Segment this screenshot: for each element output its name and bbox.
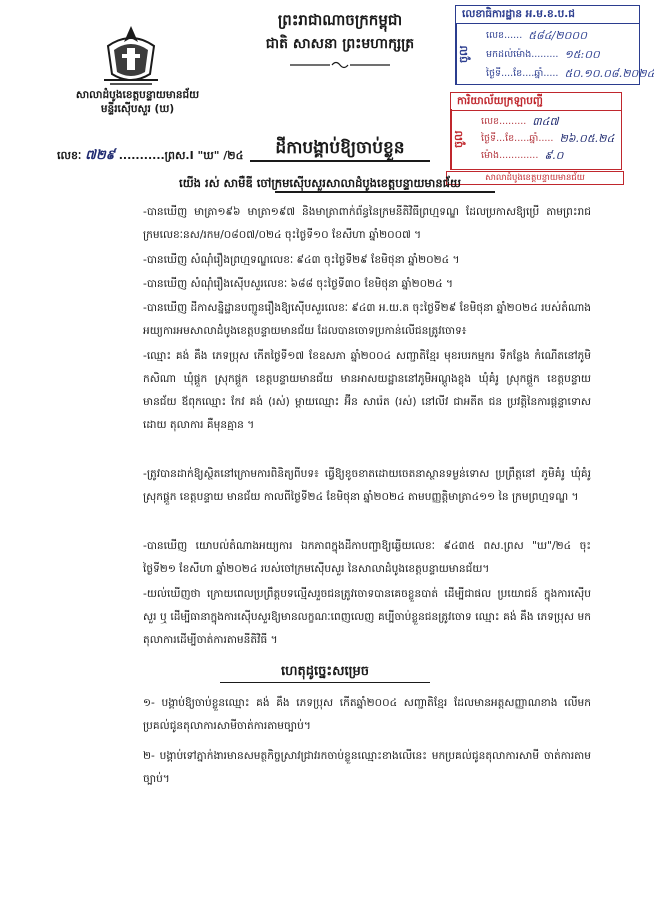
stamp-row-value: ៣៤៧	[532, 115, 559, 128]
recital-paragraph	[63, 273, 591, 296]
stamp-row-time	[481, 147, 617, 164]
recital-text: -យល់ឃើញថា ក្រោយពេលប្រព្រឹត្តបទល្មើសរួចជនត្រូវចោទបានគេចខ្លួនបាត់ ដើម្បីជាផល ប្រយោជន៍ ក្នុងការស៊ើបសួរ ឬ ដើម្បីធានាក្នុងការស៊ើបសួរឱ្យមានលក្ខណៈពេញលេញ គប្បីចាប់ខ្លួនជនត្រូវចោទ ឈ្មោះ គង់ គឹង ភេទប្រុស មកតុលាការដើម្បីចាត់ការតាមនីតិវិធី ។	[143, 588, 591, 646]
stamp-row-number	[486, 26, 635, 45]
reference-number	[57, 147, 243, 166]
court-emblem-icon	[100, 24, 162, 86]
motto-ornament-icon	[290, 60, 390, 70]
recital-paragraph	[63, 201, 591, 247]
court-name-block	[45, 88, 230, 116]
reference-handwritten-number: ៧២៩	[85, 148, 115, 163]
registry-stamp-blue	[455, 5, 654, 85]
stamp-row-value: ២៦.០៥.២៤	[559, 132, 615, 145]
stamp-row-date	[481, 130, 617, 147]
decision-text: ១- បង្គាប់ឱ្យចាប់ខ្លួនឈ្មោះ គង់ គឹង ភេទប្រុស កើតឆ្នាំ២០០៤ សញ្ជាតិខ្មែរ ដែលមានអត្តសញ្ញាណខាង លើមកប្រគល់ជូនតុលាការសាមីចាត់ការតាមច្បាប់។	[143, 697, 591, 732]
decision-item	[63, 745, 591, 791]
stamp-row-label: លេខ.........	[481, 116, 527, 127]
recital-text: -បានឃើញ យោបល់តំណាងអយ្យការ ឯកភាពក្នុងដីកាបញ្ជាឱ្យឆ្លើយលេខៈ ៩៤៣៥ ពស.ព្រស "ឃ"/២៤ ចុះថ្ងៃទី២១ ខែសីហា ឆ្នាំ២០២៤ របស់ចៅក្រមស៊ើបសួរ នៃសាលាដំបូងខេត្តបន្ទាយមានជ័យ។	[143, 540, 591, 575]
recital-text: -បានឃើញ សំណុំរឿងស៊ើបសួរលេខៈ ៦៨៨ ចុះថ្ងៃទី៣០ ខែមិថុនា ឆ្នាំ២០២៤ ។	[143, 278, 454, 290]
national-motto: ជាតិ សាសនា ព្រះមហាក្សត្រ	[265, 36, 415, 52]
recital-text: -ឈ្មោះ គង់ គឹង ភេទប្រុស កើតថ្ងៃទី១៧ ខែឧសភា ឆ្នាំ២០០៤ សញ្ជាតិខ្មែរ មុខរបរកម្មករ ទីកន្លែង កំណើតនៅភូមិកសិណា ឃុំផ្គួក ស្រុកផ្គួក ខេត្តបន្ទាយមានជ័យ មានអាសយដ្ឋាននៅភូមិអណ្ដូងខ្លុង ឃុំគំរូ ស្រុកផ្គួក ខេត្តបន្ទាយមានជ័យ ឪពុកឈ្មោះ កែវ គង់ (រស់) ម្ដាយឈ្មោះ អ៊ីន សារ៉េត (រស់) នៅលីវ ជាអតីត ជន ប្រវត្តិនៃការផ្ដន្ទាទោសដោយ តុលាការ គឺមុនគ្មាន ។	[143, 350, 591, 431]
clerk-office-stamp-red	[450, 92, 622, 170]
court-name-line1: សាលាដំបូងខេត្តបន្ទាយមានជ័យ	[75, 89, 200, 101]
stamp-side-label: ចូល	[456, 24, 482, 84]
stamp-row-label: មកដល់ម៉ោង.........	[486, 49, 559, 60]
stamp-row-number	[481, 113, 617, 130]
recital-text: -បានឃើញ មាត្រា១៩៦ មាត្រា១៩៧ និងមាត្រាពាក់ព័ន្ធនៃក្រមនីតិវិធីព្រហ្មទណ្ឌ ដែលប្រកាសឱ្យប្រើ តាមព្រះរាជក្រមលេខៈនស/រកម/០៨០៧/០២៤ ចុះថ្ងៃទី១០ ខែសីហា ឆ្នាំ២០០៧ ។	[143, 206, 591, 241]
stamp-row-label: ថ្ងៃទី....ខែ....ឆ្នាំ.....	[486, 68, 559, 79]
recital-paragraph	[63, 535, 591, 581]
recital-paragraph	[63, 583, 591, 652]
recital-paragraph	[63, 297, 591, 343]
decision-text: ២- បង្គាប់ទៅភ្នាក់ងារមានសមត្ថកិច្ចស្រាវជ្រាវរកចាប់ខ្លួនឈ្មោះខាងលើនេះ មកប្រគល់ជូនតុលាការសាមី ចាត់ការតាមច្បាប់។	[143, 750, 591, 785]
recital-text: -ត្រូវបានដាក់ឱ្យស្ថិតនៅក្រោមការពិនិត្យពីបទ៖ ធ្វើឱ្យខូចខាតដោយចេតនាស្ថានទម្ងន់ទោស ប្រព្រឹត្តនៅ ភូមិគំរូ ឃុំគំរូ ស្រុកផ្គួក ខេត្តបន្ទាយ មានជ័យ កាលពីថ្ងៃទី២៤ ខែមិថុនា ឆ្នាំ២០២៤ តាមបញ្ញត្តិមាត្រា៤១១ នៃ ក្រមព្រហ្មទណ្ឌ ។	[143, 468, 591, 503]
stamp-row-value: ៩.០	[544, 149, 564, 162]
issuer-line: យើង រស់ សាមឺឌី ចៅក្រមស៊ើបសួរសាលាដំបូងខេត្តបន្ទាយមានជ័យ	[179, 176, 461, 190]
reference-suffix: ...........ព្រស.I "ឃ" /២៤	[118, 149, 244, 162]
stamp-side-label: ចូល	[451, 109, 477, 169]
decision-heading: ហេតុដូច្នេះសម្រេច	[220, 662, 430, 683]
stamp-row-value: ៥៨៤/២០០០	[528, 29, 587, 42]
stamp-title: ការិយាល័យក្រឡាបញ្ជី	[451, 93, 621, 111]
stamp-title: លេខាធិការដ្ឋាន អ.ម.ខ.ប.ជ	[456, 6, 639, 24]
recital-paragraph	[63, 249, 591, 272]
document-title: ដីកាបង្គាប់ឱ្យចាប់ខ្លួន	[250, 136, 430, 162]
stamp-row-value: ១៥:០០	[564, 48, 600, 61]
stamp-row-label: ថ្ងៃទី...ខែ.....ឆ្នាំ.....	[481, 133, 554, 144]
recital-paragraph	[63, 463, 591, 509]
recital-text: -បានឃើញ សំណុំរឿងព្រហ្មទណ្ឌលេខៈ ៩៤៣ ចុះថ្ងៃទី២៩ ខែមិថុនា ឆ្នាំ២០២៤ ។	[143, 254, 460, 266]
stamp-caption: សាលាដំបូងខេត្តបន្ទាយមានជ័យ	[446, 171, 624, 185]
recital-text: -បានឃើញ ដីកាសន្និដ្ឋានបញ្ជូនរឿងឱ្យស៊ើបសួរលេខៈ ៩៤៣ អ.យ.ត ចុះថ្ងៃទី២៩ ខែមិថុនា ឆ្នាំ២០២៤ របស់តំណាងអយ្យការអមសាលាដំបូងខេត្តបន្ទាយមានជ័យ ដែលបានចោទប្រកាន់លើជនត្រូវចោទ៖	[143, 302, 591, 337]
stamp-row-time	[486, 45, 635, 64]
issuer-underline	[275, 191, 495, 193]
recital-paragraph	[63, 345, 591, 437]
decision-item	[63, 692, 591, 738]
stamp-row-value: ៥០.១០.០៨.២០២៤	[564, 67, 654, 80]
kingdom-heading: ព្រះរាជាណាចក្រកម្ពុជា	[277, 11, 403, 29]
reference-prefix: លេខៈ	[57, 149, 82, 162]
stamp-row-label: ម៉ោង.............	[481, 150, 539, 161]
stamp-row-label: លេខ......	[486, 30, 523, 41]
stamp-row-date	[486, 64, 654, 83]
court-name-line2: មន្ទីរស៊ើបសួរ (ឃ)	[100, 103, 175, 115]
